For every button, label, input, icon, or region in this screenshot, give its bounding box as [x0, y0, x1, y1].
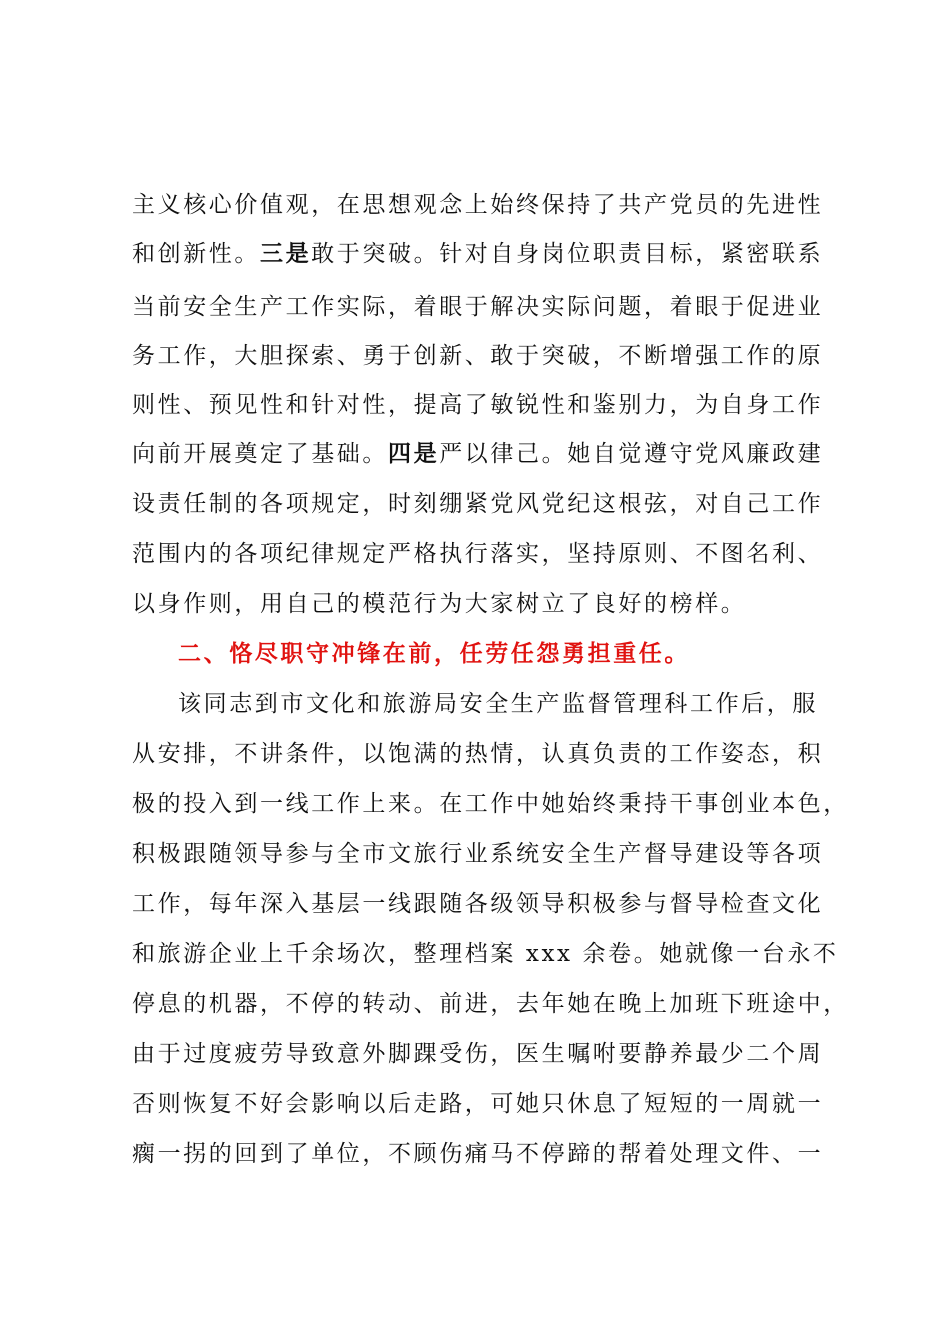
paragraph-line: [132, 1038, 823, 1070]
text-span: 务工作，大胆探索、勇于创新、敢于突破，不断增强工作的原: [132, 343, 824, 369]
paragraph-line: [132, 340, 823, 372]
paragraph-line: [132, 788, 849, 820]
bold-marker: 四是: [388, 441, 440, 467]
text-span: 由于过度疲劳导致意外脚踝受伤，医生嘱咐要静养最少二个周: [132, 1041, 824, 1067]
text-span: 当前安全生产工作实际，着眼于解决实际问题，着眼于促进业: [132, 294, 824, 320]
text-span: 和旅游企业上千余场次，整理档案 xxx 余卷。她就像一台永不: [132, 941, 839, 967]
paragraph-line: [132, 1088, 823, 1120]
paragraph-line: [132, 938, 839, 970]
paragraph-line: [132, 488, 823, 520]
text-span: 该同志到市文化和旅游局安全生产监督管理科工作后，服: [178, 691, 818, 717]
text-span: 严以律己。她自觉遵守党风廉政建: [439, 441, 824, 467]
text-span: 极的投入到一线工作上来。在工作中她始终秉持干事创业本色，: [132, 791, 849, 817]
paragraph-line: [132, 291, 823, 323]
text-span: 主义核心价值观，在思想观念上始终保持了共产党员的先进性: [132, 192, 824, 218]
text-span: 以身作则，用自己的模范行为大家树立了良好的榜样。: [132, 591, 747, 617]
text-span: 敢于突破。针对自身岗位职责目标，紧密联系: [311, 241, 824, 267]
paragraph-line: [178, 688, 818, 720]
paragraph-line: [132, 389, 823, 421]
paragraph-line: [132, 838, 823, 870]
text-span: 积极跟随领导参与全市文旅行业系统安全生产督导建设等各项: [132, 841, 824, 867]
paragraph-line: [132, 538, 823, 570]
paragraph-line: [132, 238, 823, 270]
text-span: 设责任制的各项规定，时刻绷紧党风党纪这根弦，对自己工作: [132, 491, 824, 517]
paragraph-line: [132, 588, 746, 620]
heading-text: 二、恪尽职守冲锋在前，任劳任怨勇担重任。: [178, 641, 690, 667]
paragraph-line: [132, 1138, 823, 1170]
paragraph-line: [132, 438, 823, 470]
section-heading: [178, 638, 690, 670]
paragraph-line: [132, 738, 823, 770]
text-span: 否则恢复不好会影响以后走路，可她只休息了短短的一周就一: [132, 1091, 824, 1117]
text-span: 则性、预见性和针对性，提高了敏锐性和鉴别力，为自身工作: [132, 392, 824, 418]
paragraph-line: [132, 888, 823, 920]
bold-marker: 三是: [260, 241, 312, 267]
text-span: 从安排，不讲条件，以饱满的热情，认真负责的工作姿态，积: [132, 741, 824, 767]
text-span: 瘸一拐的回到了单位，不顾伤痛马不停蹄的帮着处理文件、一: [132, 1141, 824, 1167]
text-span: 停息的机器，不停的转动、前进，去年她在晚上加班下班途中，: [132, 991, 849, 1017]
text-span: 范围内的各项纪律规定严格执行落实，坚持原则、不图名利、: [132, 541, 824, 567]
text-span: 和创新性。: [132, 241, 260, 267]
paragraph-line: [132, 189, 823, 221]
text-span: 向前开展奠定了基础。: [132, 441, 388, 467]
paragraph-line: [132, 988, 849, 1020]
text-span: 工作，每年深入基层一线跟随各级领导积极参与督导检查文化: [132, 891, 824, 917]
